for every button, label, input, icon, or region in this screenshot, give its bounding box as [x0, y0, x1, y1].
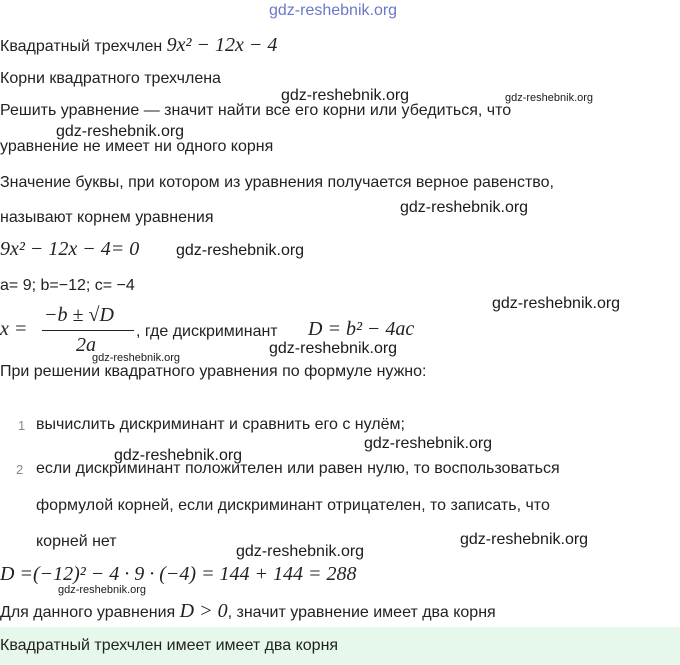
- instruction: При решении квадратного уравнения по формуле нужно:: [0, 363, 427, 380]
- conclusion-expression: D > 0: [179, 600, 228, 622]
- watermark: gdz-reshebnik.org: [56, 123, 185, 140]
- step-text: формулой корней, если дискриминант отрицателен, то записать, что: [36, 497, 550, 514]
- definition-line-1: Решить уравнение — значит найти все его корни или убедиться, что: [0, 102, 512, 119]
- watermark: gdz-reshebnik.org: [400, 199, 529, 216]
- fraction-bar: [42, 330, 134, 331]
- coefficients: a= 9; b=−12; c= −4: [0, 277, 135, 294]
- conclusion: [0, 600, 496, 623]
- conclusion-suffix: , значит уравнение имеет два корня: [227, 604, 496, 621]
- watermark: gdz-reshebnik.org: [505, 92, 594, 104]
- root-definition-line-2: называют корнем уравнения: [0, 209, 214, 226]
- watermark: gdz-reshebnik.org: [176, 242, 305, 259]
- step-text: если дискриминант положителен или равен нулю, то воспользоваться: [36, 460, 560, 477]
- final-answer: Квадратный трехчлен имеет имеет два корня: [0, 637, 339, 654]
- title-expression: 9x² − 12x − 4: [166, 34, 278, 56]
- formula-denominator: 2a: [76, 334, 96, 356]
- quadratic-equation: 9x² − 12x − 4= 0: [0, 238, 140, 260]
- watermark: gdz-reshebnik.org: [281, 87, 410, 104]
- watermark: gdz-reshebnik.org: [58, 584, 147, 596]
- formula-numerator: −b ± √D: [44, 304, 114, 326]
- watermark-top: gdz-reshebnik.org: [269, 2, 398, 19]
- watermark: gdz-reshebnik.org: [364, 435, 493, 452]
- watermark: gdz-reshebnik.org: [92, 352, 181, 364]
- step-number: 1: [18, 418, 26, 433]
- root-definition-line-1: Значение буквы, при котором из уравнения получается верное равенство,: [0, 174, 554, 191]
- watermark: gdz-reshebnik.org: [114, 447, 243, 464]
- final-answer-box: [0, 627, 680, 665]
- formula-lhs: x =: [0, 318, 28, 340]
- step-text: вычислить дискриминант и сравнить его с нулём;: [36, 416, 405, 433]
- watermark: gdz-reshebnik.org: [269, 340, 398, 357]
- step-text: корней нет: [36, 533, 117, 550]
- conclusion-prefix: Для данного уравнения: [0, 604, 176, 621]
- root-formula: [0, 304, 460, 354]
- discriminant-formula: D = b² − 4ac: [308, 318, 415, 340]
- watermark: gdz-reshebnik.org: [492, 295, 621, 312]
- watermark: gdz-reshebnik.org: [460, 531, 589, 548]
- discriminant-calculation: D =(−12)² − 4 · 9 · (−4) = 144 + 144 = 288: [0, 563, 357, 585]
- title-prefix: Квадратный трехчлен: [0, 38, 163, 55]
- formula-text: , где дискриминант: [136, 323, 278, 340]
- definition-line-2: уравнение не имеет ни одного корня: [0, 138, 274, 155]
- title-line: [0, 34, 277, 57]
- step-number: 2: [16, 462, 24, 477]
- watermark: gdz-reshebnik.org: [236, 543, 365, 560]
- section-heading: Корни квадратного трехчлена: [0, 70, 221, 87]
